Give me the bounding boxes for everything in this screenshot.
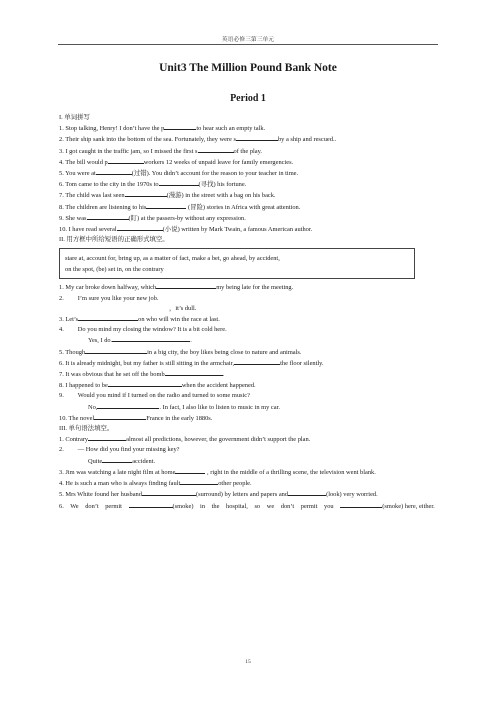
phrase-box-line-1: stare at, account for, bring up, as a matter of fact, make a bet, go ahead, by accident, bbox=[65, 255, 280, 263]
answer-blank[interactable] bbox=[78, 314, 138, 321]
s2-question-4-response: Yes, I do. . bbox=[88, 337, 192, 345]
answer-blank[interactable] bbox=[97, 402, 159, 409]
answer-blank[interactable] bbox=[96, 168, 132, 175]
s3-question-1: 1. Contrary almost all predictions, however, the government didn’t support the plan. bbox=[59, 436, 311, 444]
s3-question-5: 5. Mrs White found her husband (surround) by letters and papers and (look) very worried. bbox=[59, 491, 378, 499]
s3-question-4: 4. He is such a man who is always finding fault other people. bbox=[59, 480, 252, 488]
section2-heading: II. 用方框中所给短语的正确形式填空。 bbox=[59, 236, 169, 244]
answer-blank[interactable] bbox=[164, 123, 196, 130]
answer-blank[interactable] bbox=[146, 202, 186, 209]
s1-question-8: 8. The children are listening to his (冒险) stories in Africa with great attention. bbox=[59, 203, 301, 211]
phrase-box-line-2: on the spot, (be) set in, on the contrary bbox=[65, 266, 164, 274]
answer-blank[interactable] bbox=[159, 179, 199, 186]
answer-blank[interactable] bbox=[165, 369, 223, 376]
s2-question-8: 8. I happened to be when the accident happened. bbox=[59, 382, 256, 390]
s2-question-9-response: No, . In fact, I also like to listen to music in my car. bbox=[88, 403, 280, 411]
s1-question-2: 2. Their ship sank into the bottom of the sea. Fortunately, they were s by a ship and rescued.. bbox=[59, 136, 337, 144]
answer-blank[interactable] bbox=[125, 190, 167, 197]
s2-question-4: 4. Do you mind my closing the window? It is a bit cold here. bbox=[59, 326, 227, 334]
answer-blank[interactable] bbox=[142, 489, 196, 496]
answer-blank[interactable] bbox=[108, 157, 144, 164]
s1-question-6: 6. Tom came to the city in the 1970s to (寻找) his fortune. bbox=[59, 181, 247, 189]
answer-blank[interactable] bbox=[129, 501, 173, 508]
s2-question-1: 1. My car broke down halfway, which my being late for the meeting. bbox=[59, 284, 294, 292]
s1-question-10: 10. I have read several (小说) written by Mark Twain, a famous American author. bbox=[59, 226, 313, 234]
s2-question-6: 6. It is already midnight, but my father is still sitting in the armchair, the floor silently. bbox=[59, 359, 324, 367]
answer-blank[interactable] bbox=[288, 489, 326, 496]
answer-blank[interactable] bbox=[340, 501, 382, 508]
header-rule bbox=[58, 44, 438, 45]
s2-question-5: 5. Though in a big city, the boy likes being close to nature and animals. bbox=[59, 348, 302, 356]
section1-heading: I. 单词拼写 bbox=[59, 114, 90, 121]
answer-blank[interactable] bbox=[87, 213, 129, 220]
answer-blank[interactable] bbox=[117, 224, 163, 231]
answer-blank[interactable] bbox=[236, 134, 278, 141]
s2-question-2: 2. I’m sure you like your new job. bbox=[59, 294, 159, 302]
period-title: Period 1 bbox=[230, 93, 266, 104]
answer-blank[interactable] bbox=[94, 413, 146, 420]
answer-blank[interactable] bbox=[234, 358, 280, 365]
worksheet-content bbox=[59, 113, 440, 512]
s1-question-1: 1. Stop talking, Henry! I don’t have the p to hear such an empty talk. bbox=[59, 125, 266, 133]
section3-heading: III. 单句语法填空。 bbox=[59, 425, 114, 433]
s1-question-7: 7. The child was last seen (漫游) in the street with a bag on his back. bbox=[59, 192, 276, 200]
phrase-box bbox=[59, 248, 415, 279]
page-header: 英语必修三第三单元 bbox=[221, 37, 275, 43]
answer-blank[interactable] bbox=[156, 282, 216, 289]
answer-blank[interactable] bbox=[85, 347, 147, 354]
s3-question-3: 3. Jim was watching a late night film at home , right in the middle of a thrilling scene, the television went blank. bbox=[59, 468, 376, 476]
s2-question-3: 3. Let’s on who will win the race at last. bbox=[59, 316, 220, 324]
s3-question-2-response: Quite accident. bbox=[88, 457, 156, 465]
answer-blank[interactable] bbox=[180, 478, 218, 485]
s2-question-10: 10. The novel France in the early 1880s. bbox=[59, 414, 213, 422]
s2-question-9: 9. Would you mind if I turned on the radio and turned to some music? bbox=[59, 392, 250, 400]
s1-question-4: 4. The bill would p workers 12 weeks of unpaid leave for family emergencies. bbox=[59, 158, 294, 166]
s3-question-6: 6. We don’t permit (smoke) in the hospital, so we don’t permit you (smoke) here, either. bbox=[59, 502, 435, 510]
s3-question-2: 2. — How did you find your missing key? bbox=[59, 446, 180, 454]
answer-blank[interactable] bbox=[112, 335, 190, 342]
s2-question-2-response: ，it’s dull. bbox=[169, 304, 197, 312]
answer-blank[interactable] bbox=[198, 146, 234, 153]
answer-blank[interactable] bbox=[88, 434, 126, 441]
document-title: Unit3 The Million Pound Bank Note bbox=[159, 62, 337, 74]
s1-question-5: 5. You were at (过错). You didn’t account for the reason to your teacher in time. bbox=[59, 170, 299, 178]
answer-blank[interactable] bbox=[175, 467, 205, 474]
answer-blank[interactable] bbox=[102, 456, 132, 463]
s1-question-3: 3. I got caught in the traffic jam, so I missed the first s of the play. bbox=[59, 147, 263, 155]
page-number: 15 bbox=[245, 659, 251, 665]
s2-question-7: 7. It was obvious that he set off the bomb . bbox=[59, 371, 225, 379]
s1-question-9: 9. She was (盯) at the passers-by without any expression. bbox=[59, 214, 246, 222]
answer-blank[interactable] bbox=[108, 380, 182, 387]
